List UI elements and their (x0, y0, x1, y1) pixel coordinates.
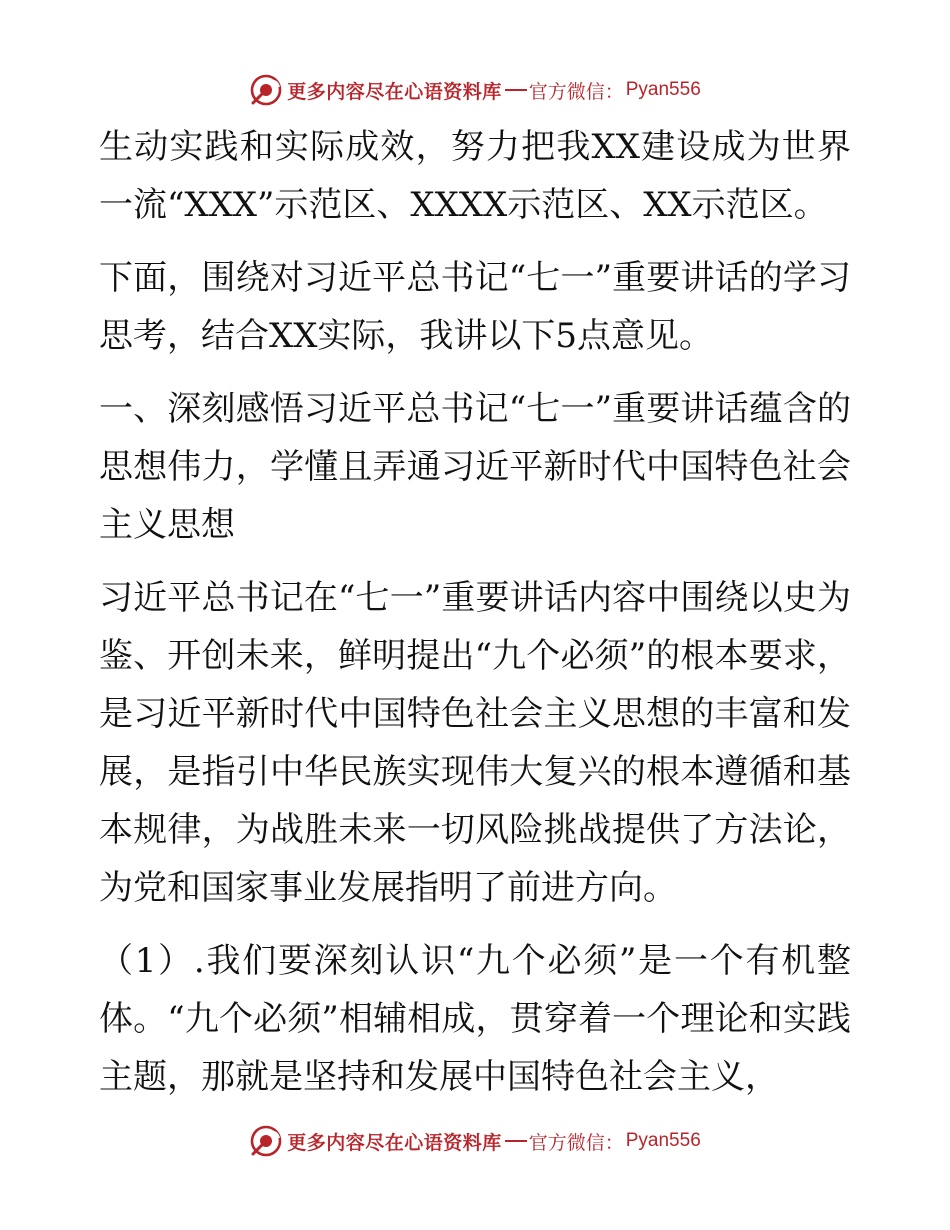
banner-official-label: 官方微信： (528, 80, 624, 103)
banner-dash (505, 1140, 527, 1142)
banner-brand-text: 更多内容尽在心语资料库 (287, 1131, 502, 1154)
footer-watermark-banner (0, 1121, 950, 1161)
banner-dash (505, 89, 527, 91)
paragraph-section-1: 习近平总书记在“七一”重要讲话内容中围绕以史为鉴、开创未来，鲜明提出“九个必须”的根本要求，是习近平新时代中国特色社会主义思想的丰富和发展，是指引中华民族实现伟大复兴的根本遵循和基本规律，为战胜未来一切风险挑战提供了方法论，为党和国家事业发展指明了前进方向。 (99, 578, 851, 908)
paragraph-intro: 下面，围绕对习近平总书记“七一”重要讲话的学习思考，结合XX实际，我讲以下5点意见。 (99, 258, 851, 356)
section-heading-1: 一、深刻感悟习近平总书记“七一”重要讲话蕴含的思想伟力，学懂且弄通习近平新时代中国特色社会主义思想 (99, 389, 851, 545)
paragraph-point-1: （1）.我们要深刻认识“九个必须”是一个有机整体。“九个必须”相辅相成，贯穿着一个理论和实践主题，那就是坚持和发展中国特色社会主义， (99, 941, 851, 1097)
document-body (99, 118, 851, 1121)
quill-logo-icon (249, 1124, 283, 1158)
banner-brand-text: 更多内容尽在心语资料库 (287, 80, 502, 103)
banner-official-label: 官方微信： (528, 1131, 624, 1154)
banner-wechat-id: Pyan556 (625, 79, 701, 100)
quill-logo-icon (249, 73, 283, 107)
paragraph-continuation: 生动实践和实际成效，努力把我XX建设成为世界一流“XXX”示范区、XXXX示范区、XX示范区。 (99, 127, 851, 225)
banner-wechat-id: Pyan556 (625, 1130, 701, 1151)
header-watermark-banner (0, 70, 950, 110)
